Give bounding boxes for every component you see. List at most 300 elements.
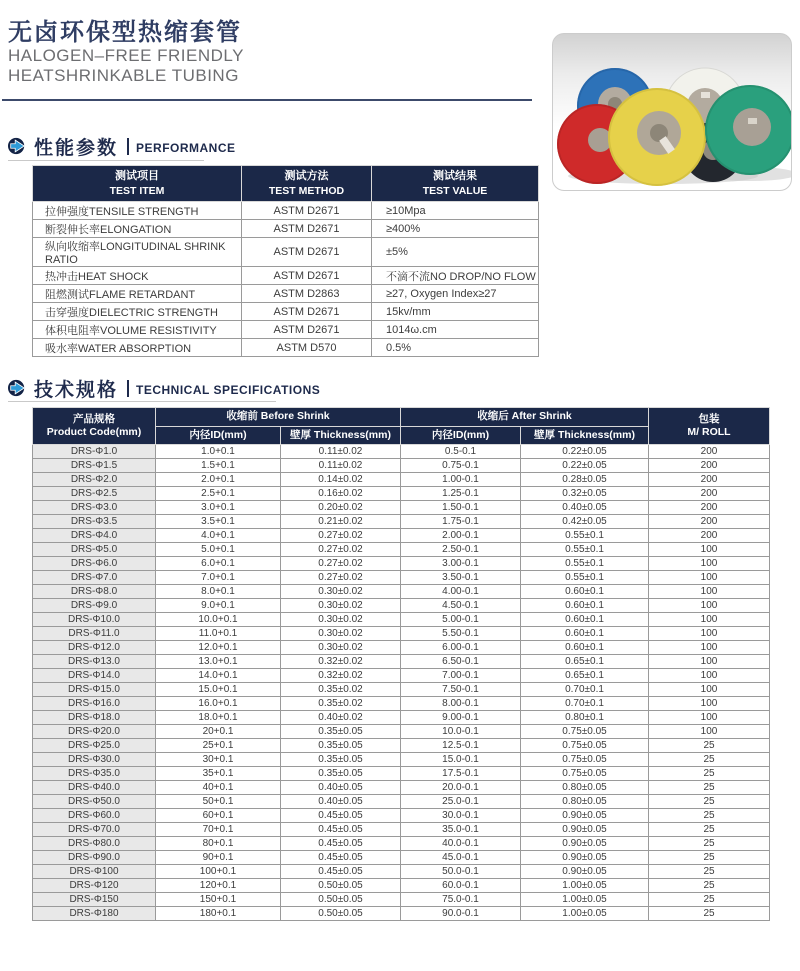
table-row [33,487,770,501]
table-cell: 100 [649,683,770,697]
table-row [33,543,770,557]
table-cell: 热冲击HEAT SHOCK [33,267,242,285]
table-cell: DRS-Φ100 [33,865,156,879]
table-cell: 0.22±0.05 [521,459,649,473]
table-row [33,893,770,907]
section-title-cn: 性能参数 [34,137,119,159]
table-row [33,669,770,683]
table-cell: DRS-Φ90.0 [33,851,156,865]
table-cell: 100 [649,557,770,571]
table-cell: ASTM D2671 [242,238,372,267]
table-cell: 15kv/mm [372,303,539,321]
table-cell: 体积电阻率VOLUME RESISTIVITY [33,321,242,339]
table-cell: 7.50-0.1 [401,683,521,697]
section-underline [8,160,204,161]
header-divider [2,99,532,101]
table-cell: ASTM D2671 [242,321,372,339]
table-cell: DRS-Φ60.0 [33,809,156,823]
table-cell: 1.50-0.1 [401,501,521,515]
table-cell: 0.40±0.02 [281,711,401,725]
table-cell: 0.35±0.02 [281,697,401,711]
table-cell: 200 [649,473,770,487]
section-title-en: TECHNICAL SPECIFICATIONS [136,383,321,397]
table-row [33,459,770,473]
table-cell: 100 [649,571,770,585]
table-cell: 40.0-0.1 [401,837,521,851]
table-cell: DRS-Φ7.0 [33,571,156,585]
table-row [33,641,770,655]
table-cell: 3.00-0.1 [401,557,521,571]
table-cell: 0.27±0.02 [281,557,401,571]
table-cell: 1.5+0.1 [156,459,281,473]
table-cell: 50+0.1 [156,795,281,809]
table-cell: 100 [649,641,770,655]
table-cell: 25 [649,767,770,781]
table-cell: 0.50±0.05 [281,893,401,907]
table-cell: 15.0-0.1 [401,753,521,767]
table-cell: 0.5% [372,339,539,357]
table-row [33,865,770,879]
table-row [33,202,539,220]
col-product-code: 产品规格 Product Code(mm) [33,408,156,445]
table-cell: 200 [649,459,770,473]
table-row [33,529,770,543]
table-cell: 纵向收缩率LONGITUDINAL SHRINK RATIO [33,238,242,267]
table-cell: 0.45±0.05 [281,851,401,865]
table-cell: 0.70±0.1 [521,697,649,711]
table-row [33,725,770,739]
arrow-circle-icon [8,137,26,155]
table-cell: DRS-Φ25.0 [33,739,156,753]
table-cell: 0.60±0.1 [521,641,649,655]
table-cell: 5.50-0.1 [401,627,521,641]
table-cell: ASTM D2671 [242,220,372,238]
table-row [33,851,770,865]
table-cell: 25 [649,837,770,851]
table-cell: DRS-Φ4.0 [33,529,156,543]
performance-table-body [33,202,539,357]
table-cell: 0.90±0.05 [521,837,649,851]
table-row [33,837,770,851]
table-cell: ≥10Mpa [372,202,539,220]
table-cell: 0.35±0.05 [281,753,401,767]
table-row [33,907,770,921]
table-row [33,267,539,285]
table-row [33,753,770,767]
table-cell: 13.0+0.1 [156,655,281,669]
section-title-separator [127,380,129,397]
table-cell: DRS-Φ16.0 [33,697,156,711]
table-cell: 1.00±0.05 [521,907,649,921]
table-cell: 0.42±0.05 [521,515,649,529]
table-cell: 25 [649,851,770,865]
table-cell: 100 [649,613,770,627]
table-cell: 80+0.1 [156,837,281,851]
table-cell: 0.90±0.05 [521,865,649,879]
table-cell: 0.90±0.05 [521,823,649,837]
table-cell: ±5% [372,238,539,267]
table-cell: 0.40±0.05 [281,781,401,795]
table-cell: DRS-Φ35.0 [33,767,156,781]
table-cell: 16.0+0.1 [156,697,281,711]
table-cell: 6.00-0.1 [401,641,521,655]
table-cell: 0.5-0.1 [401,445,521,459]
section-title-separator [127,138,129,155]
section-performance-header [8,134,236,158]
table-cell: 0.65±0.1 [521,655,649,669]
table-cell: 100 [649,627,770,641]
table-cell: 1014ω.cm [372,321,539,339]
table-cell: 75.0-0.1 [401,893,521,907]
table-cell: 0.70±0.1 [521,683,649,697]
table-cell: 0.50±0.05 [281,879,401,893]
table-cell: 150+0.1 [156,893,281,907]
table-cell: 0.40±0.05 [281,795,401,809]
table-cell: ≥400% [372,220,539,238]
table-cell: DRS-Φ8.0 [33,585,156,599]
table-cell: 25 [649,907,770,921]
page-subtitle-line2: HEATSHRINKABLE TUBING [8,66,239,85]
table-cell: 200 [649,487,770,501]
table-row [33,321,539,339]
table-cell: 4.0+0.1 [156,529,281,543]
table-cell: DRS-Φ120 [33,879,156,893]
table-cell: 10.0-0.1 [401,725,521,739]
table-cell: 1.00-0.1 [401,473,521,487]
table-cell: 200 [649,501,770,515]
table-cell: DRS-Φ1.5 [33,459,156,473]
table-row [33,285,539,303]
section-underline [8,401,276,402]
table-cell: 0.20±0.02 [281,501,401,515]
col-after-thickness: 壁厚 Thickness(mm) [521,426,649,445]
table-cell: 2.00-0.1 [401,529,521,543]
table-cell: ≥27, Oxygen Index≥27 [372,285,539,303]
table-cell: 3.0+0.1 [156,501,281,515]
table-cell: 0.30±0.02 [281,627,401,641]
product-photo-card [552,33,792,191]
table-cell: 1.00±0.05 [521,879,649,893]
table-cell: 0.14±0.02 [281,473,401,487]
table-cell: 18.0+0.1 [156,711,281,725]
table-cell: 25 [649,823,770,837]
table-cell: 2.5+0.1 [156,487,281,501]
table-cell: 7.0+0.1 [156,571,281,585]
table-cell: 0.60±0.1 [521,585,649,599]
table-cell: 100 [649,669,770,683]
table-cell: 200 [649,515,770,529]
table-cell: DRS-Φ20.0 [33,725,156,739]
table-cell: 30+0.1 [156,753,281,767]
table-cell: 0.11±0.02 [281,459,401,473]
table-row [33,879,770,893]
table-cell: 0.30±0.02 [281,641,401,655]
spec-table [32,407,770,921]
table-cell: ASTM D2671 [242,202,372,220]
table-cell: 15.0+0.1 [156,683,281,697]
table-cell: 100 [649,543,770,557]
col-test-item: 测试项目 TEST ITEM [33,166,242,202]
table-cell: 0.65±0.1 [521,669,649,683]
table-cell: DRS-Φ6.0 [33,557,156,571]
section-title-en: PERFORMANCE [136,141,236,155]
table-cell: 0.21±0.02 [281,515,401,529]
table-cell: 25 [649,865,770,879]
table-cell: 4.00-0.1 [401,585,521,599]
table-cell: 0.75±0.05 [521,725,649,739]
table-cell: 25 [649,781,770,795]
table-cell: 9.00-0.1 [401,711,521,725]
table-cell: 35+0.1 [156,767,281,781]
table-cell: DRS-Φ10.0 [33,613,156,627]
table-cell: ASTM D2863 [242,285,372,303]
table-cell: 0.27±0.02 [281,543,401,557]
table-cell: 0.55±0.1 [521,529,649,543]
table-cell: 0.32±0.02 [281,669,401,683]
table-cell: 40+0.1 [156,781,281,795]
table-cell: 25 [649,893,770,907]
table-cell: 0.11±0.02 [281,445,401,459]
table-row [33,501,770,515]
col-test-method: 测试方法 TEST METHOD [242,166,372,202]
table-cell: 25 [649,739,770,753]
table-cell: 1.0+0.1 [156,445,281,459]
table-cell: 8.0+0.1 [156,585,281,599]
table-row [33,599,770,613]
col-package: 包装 M/ ROLL [649,408,770,445]
table-cell: 0.27±0.02 [281,529,401,543]
table-cell: 0.75±0.05 [521,767,649,781]
table-cell: ASTM D2671 [242,303,372,321]
table-cell: DRS-Φ80.0 [33,837,156,851]
table-cell: DRS-Φ18.0 [33,711,156,725]
table-cell: 1.75-0.1 [401,515,521,529]
table-cell: 4.50-0.1 [401,599,521,613]
table-cell: 阻燃测试FLAME RETARDANT [33,285,242,303]
table-cell: DRS-Φ2.0 [33,473,156,487]
section-title-cn: 技术规格 [34,379,119,401]
table-cell: 0.30±0.02 [281,599,401,613]
table-row [33,445,770,459]
table-cell: 100+0.1 [156,865,281,879]
table-cell: 0.60±0.1 [521,599,649,613]
table-cell: 2.0+0.1 [156,473,281,487]
table-cell: DRS-Φ2.5 [33,487,156,501]
table-cell: 90+0.1 [156,851,281,865]
table-cell: 60+0.1 [156,809,281,823]
section-specs-header [8,376,320,400]
table-cell: 0.75-0.1 [401,459,521,473]
table-cell: 200 [649,529,770,543]
table-cell: 3.50-0.1 [401,571,521,585]
table-cell: 0.35±0.02 [281,683,401,697]
group-after-shrink: 收缩后 After Shrink [401,408,649,427]
table-cell: 100 [649,655,770,669]
table-row [33,303,539,321]
performance-table [32,165,539,357]
table-cell: DRS-Φ9.0 [33,599,156,613]
table-cell: 0.22±0.05 [521,445,649,459]
table-row [33,697,770,711]
table-cell: DRS-Φ70.0 [33,823,156,837]
table-cell: DRS-Φ14.0 [33,669,156,683]
col-test-value: 测试结果 TEST VALUE [372,166,539,202]
table-cell: 100 [649,697,770,711]
table-cell: 0.90±0.05 [521,809,649,823]
table-cell: 0.90±0.05 [521,851,649,865]
table-cell: DRS-Φ11.0 [33,627,156,641]
table-header-row [33,166,539,202]
table-cell: 5.00-0.1 [401,613,521,627]
table-row [33,473,770,487]
table-cell: DRS-Φ3.5 [33,515,156,529]
table-cell: 0.35±0.05 [281,739,401,753]
table-cell: DRS-Φ3.0 [33,501,156,515]
col-after-id: 内径ID(mm) [401,426,521,445]
table-cell: 0.75±0.05 [521,739,649,753]
table-cell: 7.00-0.1 [401,669,521,683]
table-cell: 0.50±0.05 [281,907,401,921]
table-cell: 25 [649,795,770,809]
table-cell: 0.45±0.05 [281,809,401,823]
table-cell: 0.45±0.05 [281,865,401,879]
table-row [33,795,770,809]
table-cell: 不滴不流NO DROP/NO FLOW [372,267,539,285]
table-cell: 0.80±0.1 [521,711,649,725]
table-cell: ASTM D570 [242,339,372,357]
col-before-id: 内径ID(mm) [156,426,281,445]
table-cell: 20.0-0.1 [401,781,521,795]
table-cell: DRS-Φ5.0 [33,543,156,557]
table-cell: 9.0+0.1 [156,599,281,613]
table-cell: 12.5-0.1 [401,739,521,753]
table-cell: DRS-Φ12.0 [33,641,156,655]
table-cell: DRS-Φ30.0 [33,753,156,767]
table-row [33,557,770,571]
table-row [33,739,770,753]
table-cell: 20+0.1 [156,725,281,739]
table-cell: DRS-Φ15.0 [33,683,156,697]
table-row [33,767,770,781]
table-row [33,823,770,837]
table-cell: 击穿强度DIELECTRIC STRENGTH [33,303,242,321]
table-cell: 12.0+0.1 [156,641,281,655]
table-cell: 3.5+0.1 [156,515,281,529]
table-cell: 0.75±0.05 [521,753,649,767]
table-cell: 0.32±0.02 [281,655,401,669]
table-cell: DRS-Φ40.0 [33,781,156,795]
table-cell: 100 [649,725,770,739]
table-cell: 0.32±0.05 [521,487,649,501]
table-cell: DRS-Φ50.0 [33,795,156,809]
table-row [33,613,770,627]
table-cell: 断裂伸长率ELONGATION [33,220,242,238]
page-subtitle-line1: HALOGEN–FREE FRIENDLY [8,46,244,65]
table-cell: 1.00±0.05 [521,893,649,907]
spec-table-header [33,408,770,445]
table-cell: 0.80±0.05 [521,781,649,795]
table-cell: 14.0+0.1 [156,669,281,683]
table-cell: 0.27±0.02 [281,571,401,585]
table-cell: 0.35±0.05 [281,767,401,781]
table-row [33,515,770,529]
performance-table-header [33,166,539,202]
table-cell: 1.25-0.1 [401,487,521,501]
table-cell: 6.50-0.1 [401,655,521,669]
table-cell: 25 [649,809,770,823]
table-row [33,220,539,238]
table-cell: 60.0-0.1 [401,879,521,893]
table-cell: DRS-Φ1.0 [33,445,156,459]
table-cell: 25 [649,879,770,893]
table-cell: 0.55±0.1 [521,571,649,585]
table-cell: 0.45±0.05 [281,837,401,851]
table-row [33,781,770,795]
table-cell: 0.55±0.1 [521,543,649,557]
table-cell: 200 [649,445,770,459]
table-cell: 25+0.1 [156,739,281,753]
table-cell: 5.0+0.1 [156,543,281,557]
table-cell: 6.0+0.1 [156,557,281,571]
table-header-row [33,408,770,427]
table-cell: 180+0.1 [156,907,281,921]
page-title: 无卤环保型热缩套管 [8,19,242,46]
table-cell: 25 [649,753,770,767]
table-cell: 8.00-0.1 [401,697,521,711]
table-cell: DRS-Φ13.0 [33,655,156,669]
table-cell: 120+0.1 [156,879,281,893]
table-cell: ASTM D2671 [242,267,372,285]
table-cell: 11.0+0.1 [156,627,281,641]
table-cell: 10.0+0.1 [156,613,281,627]
tubing-rolls-illustration [553,34,791,190]
table-cell: 45.0-0.1 [401,851,521,865]
table-row [33,809,770,823]
table-row [33,655,770,669]
table-cell: DRS-Φ150 [33,893,156,907]
table-cell: 70+0.1 [156,823,281,837]
table-row [33,238,539,267]
table-cell: 吸水率WATER ABSORPTION [33,339,242,357]
table-row [33,711,770,725]
table-cell: 35.0-0.1 [401,823,521,837]
table-cell: 50.0-0.1 [401,865,521,879]
arrow-circle-icon [8,379,26,397]
table-cell: 0.35±0.05 [281,725,401,739]
table-row [33,627,770,641]
table-cell: DRS-Φ180 [33,907,156,921]
table-cell: 0.28±0.05 [521,473,649,487]
table-cell: 100 [649,585,770,599]
table-cell: 30.0-0.1 [401,809,521,823]
table-cell: 90.0-0.1 [401,907,521,921]
table-cell: 0.60±0.1 [521,613,649,627]
table-cell: 2.50-0.1 [401,543,521,557]
col-before-thickness: 壁厚 Thickness(mm) [281,426,401,445]
group-before-shrink: 收缩前 Before Shrink [156,408,401,427]
table-cell: 0.60±0.1 [521,627,649,641]
table-cell: 100 [649,599,770,613]
table-cell: 17.5-0.1 [401,767,521,781]
spec-table-body [33,445,770,921]
table-cell: 25.0-0.1 [401,795,521,809]
table-row [33,585,770,599]
table-cell: 0.40±0.05 [521,501,649,515]
table-cell: 拉伸强度TENSILE STRENGTH [33,202,242,220]
table-cell: 0.30±0.02 [281,585,401,599]
table-row [33,571,770,585]
table-cell: 100 [649,711,770,725]
